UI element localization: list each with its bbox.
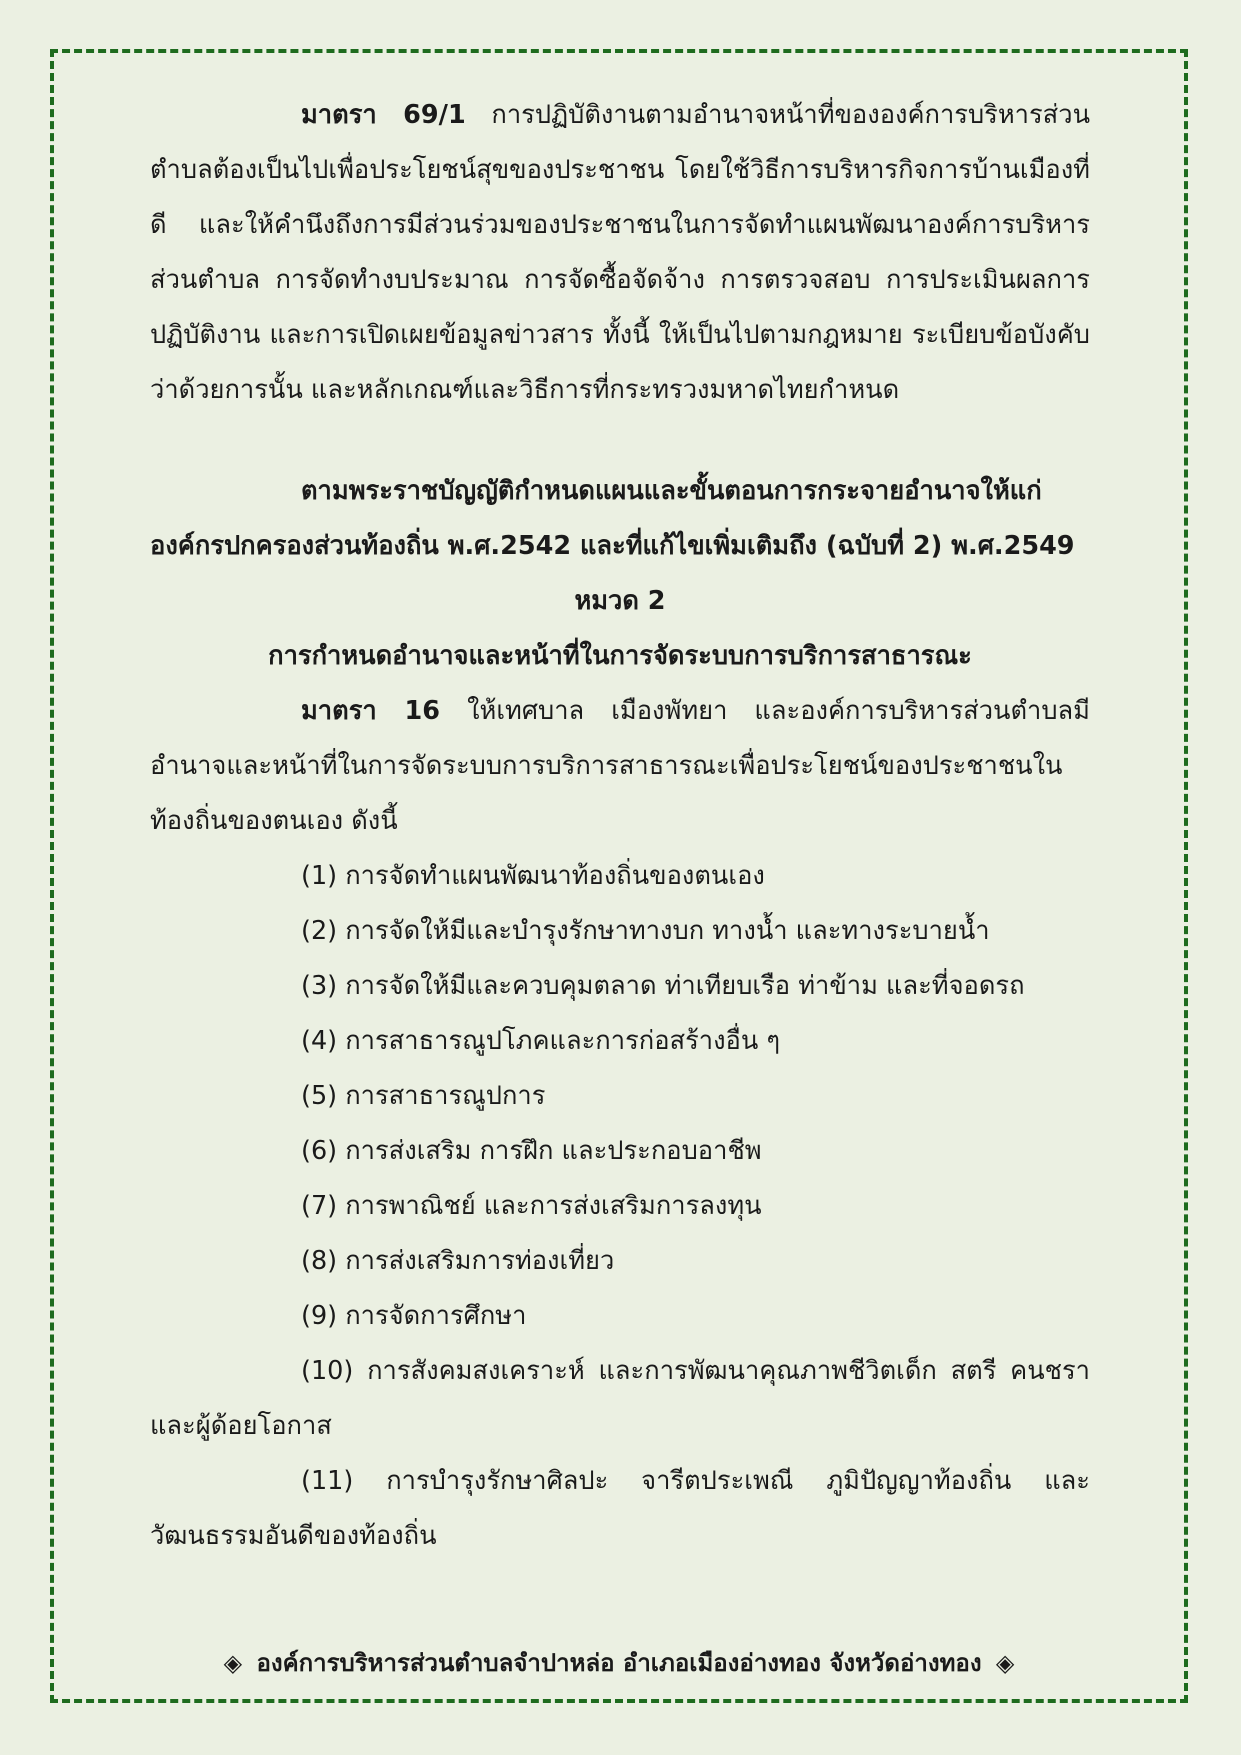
section-69-1-paragraph <box>150 88 1090 418</box>
list-item: (9) การจัดการศึกษา <box>301 1301 527 1331</box>
section-16-paragraph <box>150 684 1090 849</box>
spacer <box>150 418 1090 464</box>
list-item: (7) การพาณิชย์ และการส่งเสริมการลงทุน <box>301 1191 762 1221</box>
section-16-label: มาตรา 16 <box>301 696 441 726</box>
chapter-number: หมวด 2 <box>574 586 666 616</box>
list-item: (4) การสาธารณูปโภคและการก่อสร้างอื่น ๆ <box>301 1026 781 1056</box>
footer-text: องค์การบริหารส่วนตำบลจำปาหล่อ อำเภอเมืองอ่างทอง จังหวัดอ่างทอง <box>256 1649 982 1677</box>
list-item: (5) การสาธารณูปการ <box>301 1081 546 1111</box>
section-69-1-label: มาตรา 69/1 <box>301 100 466 130</box>
diamond-icon: ◈ <box>995 1649 1015 1677</box>
list-item: (6) การส่งเสริม การฝึก และประกอบอาชีพ <box>301 1136 762 1166</box>
footer <box>50 1643 1188 1683</box>
list-item: (2) การจัดให้มีและบำรุงรักษาทางบก ทางน้ำ และทางระบายน้ำ <box>301 916 990 946</box>
list-item: (3) การจัดให้มีและควบคุมตลาด ท่าเทียบเรือ ท่าข้าม และที่จอดรถ <box>301 971 1025 1001</box>
section-16-text: ให้เทศบาล เมืองพัทยา และองค์การบริหารส่วนตำบลมีอำนาจและหน้าที่ในการจัดระบบการบริการสาธารณะเพื่อประโยชน์ของประชาชนในท้องถิ่นของตนเอง ดังนี้ <box>150 696 1090 836</box>
chapter-title: การกำหนดอำนาจและหน้าที่ในการจัดระบบการบริการสาธารณะ <box>268 641 972 671</box>
diamond-icon: ◈ <box>223 1649 243 1677</box>
list-item: (11) การบำรุงรักษาศิลปะ จารีตประเพณี ภูมิปัญญาท้องถิ่น และวัฒนธรรมอันดีของท้องถิ่น <box>150 1466 1090 1551</box>
document-body <box>150 88 1090 1564</box>
act-heading: ตามพระราชบัญญัติกำหนดแผนและขั้นตอนการกระจายอำนาจให้แก่องค์กรปกครองส่วนท้องถิ่น พ.ศ.2542 และที่แก้ไขเพิ่มเติมถึง (ฉบับที่ 2) พ.ศ.2549 <box>150 476 1075 561</box>
list-item: (1) การจัดทำแผนพัฒนาท้องถิ่นของตนเอง <box>301 861 765 891</box>
list-item: (8) การส่งเสริมการท่องเที่ยว <box>301 1246 615 1276</box>
section-69-1-text: การปฏิบัติงานตามอำนาจหน้าที่ขององค์การบริหารส่วนตำบลต้องเป็นไปเพื่อประโยชน์สุขของประชาชน โดยใช้วิธีการบริหารกิจการบ้านเมืองที่ดี และให้คำนึงถึงการมีส่วนร่วมของประชาชนในการจัดทำแผนพัฒนาองค์การบริหารส่วนตำบล การจัดทำงบประมาณ การจัดซื้อจัดจ้าง การตรวจสอบ การประเมินผลการปฏิบัติงาน และการเปิดเผยข้อมูลข่าวสาร ทั้งนี้ ให้เป็นไปตามกฎหมาย ระเบียบข้อบังคับว่าด้วยการนั้น และหลักเกณฑ์และวิธีการที่กระทรวงมหาดไทยกำหนด <box>150 100 1091 405</box>
list-item: (10) การสังคมสงเคราะห์ และการพัฒนาคุณภาพชีวิตเด็ก สตรี คนชราและผู้ด้อยโอกาส <box>150 1356 1090 1441</box>
